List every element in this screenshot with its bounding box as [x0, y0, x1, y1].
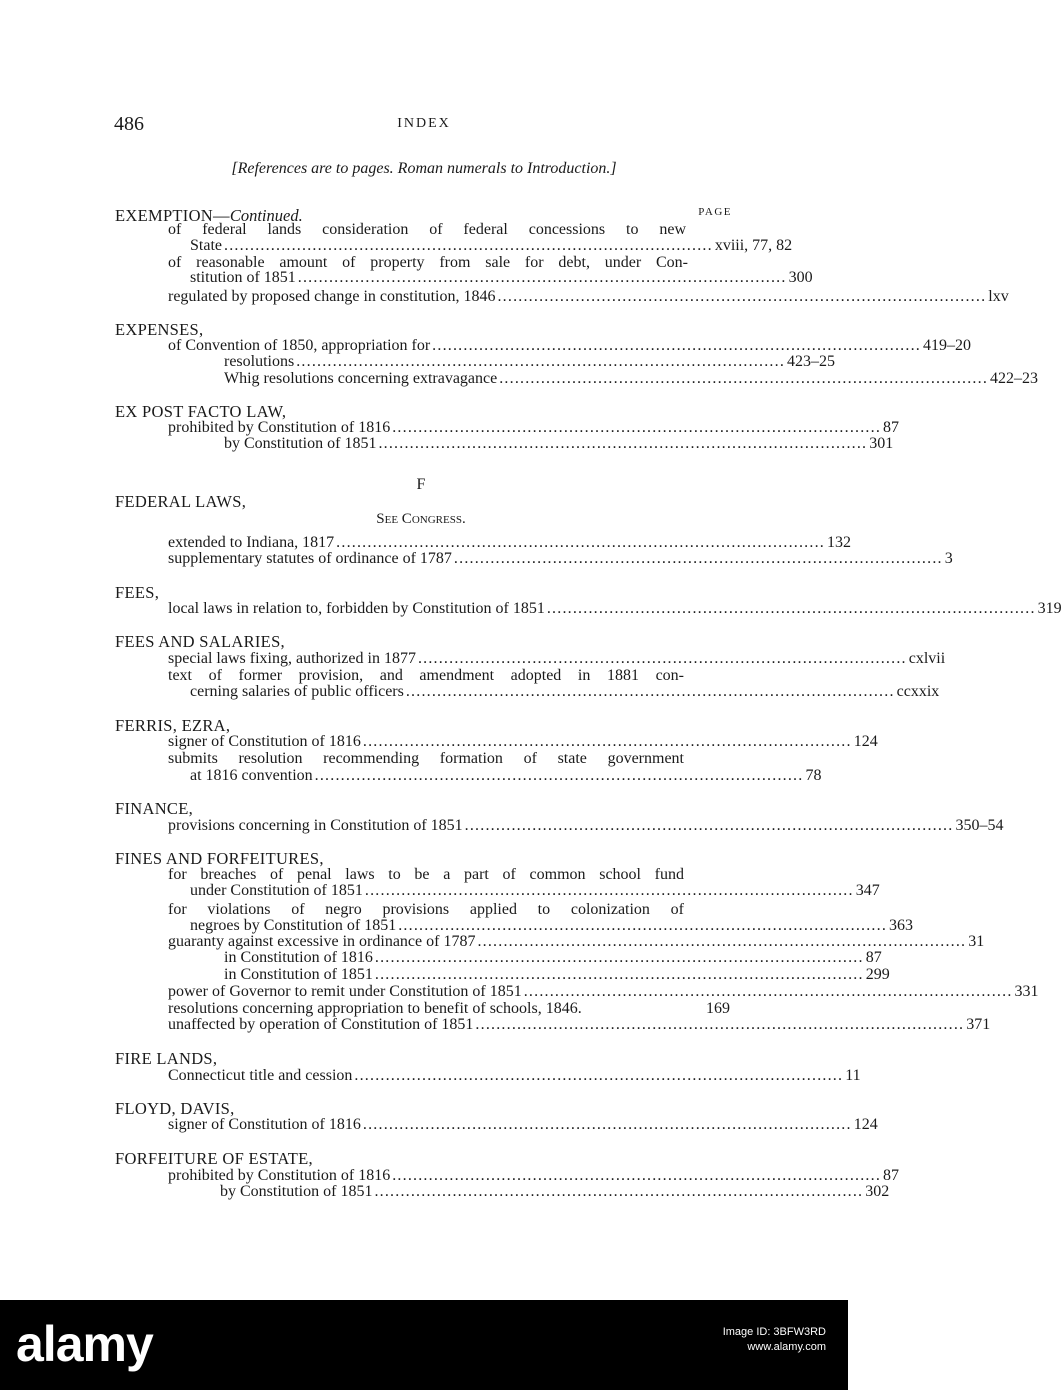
entry-line: of federal lands consideration of federal concessions to new: [168, 221, 686, 238]
references-note: [References are to pages. Roman numerals to Introduction.]: [231, 160, 617, 177]
entry-line: by Constitution of 1851 .............................................................................................. 302: [220, 1183, 890, 1200]
entry-line: special laws fixing, authorized in 1877 .............................................................................................. cxlvii: [168, 650, 946, 667]
entry-line: extended to Indiana, 1817 .............................................................................................. 132: [168, 534, 851, 551]
entry-line: resolutions .............................................................................................. 423–25: [224, 353, 836, 370]
entry-heading-finance: FINANCE,: [115, 799, 194, 818]
entry-line: cerning salaries of public officers .............................................................................................. ccxxix: [190, 683, 940, 700]
entry-line: negroes by Constitution of 1851 .............................................................................................. 363: [190, 917, 914, 934]
entry-heading-exemption: EXEMPTION—Continued.: [115, 206, 303, 225]
entry-line: provisions concerning in Constitution of 1851 .............................................................................................. 350–54: [168, 817, 1004, 834]
entry-line: prohibited by Constitution of 1816 .............................................................................................. 87: [168, 419, 900, 436]
entry-line: regulated by proposed change in constitution, 1846 .............................................................................................. lxv: [168, 288, 1009, 305]
section-letter: F: [416, 476, 426, 493]
entry-line: text of former provision, and amendment adopted in 1881 con-: [168, 667, 684, 684]
footer-info: [723, 1300, 826, 1353]
image-id: Image ID: 3BFW3RD: [722, 1326, 826, 1338]
alamy-logo: alamy: [16, 1316, 153, 1372]
entry-line: stitution of 1851 .............................................................................................. 300: [190, 269, 813, 286]
entry-line: signer of Constitution of 1816 .............................................................................................. 124: [168, 1116, 878, 1133]
entry-line: Whig resolutions concerning extravagance .............................................................................................. 422–23: [224, 370, 1039, 387]
entry-line: in Constitution of 1816 .............................................................................................. 87: [224, 949, 882, 966]
entry-line: submits resolution recommending formation of state government: [168, 750, 684, 767]
entry-heading-federal-laws: FEDERAL LAWS,: [115, 492, 247, 511]
entry-line: State .............................................................................................. xviii, 77, 82: [190, 237, 793, 254]
entry-line: Connecticut title and cession .............................................................................................. 11: [168, 1067, 861, 1084]
entry-heading-expenses: EXPENSES,: [115, 320, 204, 339]
entry-line: prohibited by Constitution of 1816 .............................................................................................. 87: [168, 1167, 900, 1184]
entry-line: under Constitution of 1851 .............................................................................................. 347: [190, 882, 880, 899]
entry-line: of Convention of 1850, appropriation for .............................................................................................. 419–20: [168, 337, 971, 354]
entry-heading-ex-post-facto: EX POST FACTO LAW,: [115, 402, 287, 421]
entry-line: by Constitution of 1851 .............................................................................................. 301: [224, 435, 894, 452]
entry-heading-fees: FEES,: [115, 583, 160, 602]
entry-line: guaranty against excessive in ordinance of 1787 .............................................................................................. 31: [168, 933, 985, 950]
entry-heading-floyd-davis: FLOYD, DAVIS,: [115, 1099, 235, 1118]
running-title: INDEX: [397, 116, 451, 131]
entry-line: power of Governor to remit under Constitution of 1851 .............................................................................................. 331: [168, 983, 1039, 1000]
entry-line: unaffected by operation of Constitution of 1851 .............................................................................................. 371: [168, 1016, 991, 1033]
stock-photo-footer: [0, 1300, 848, 1390]
site-url: www.alamy.com: [747, 1341, 826, 1353]
entry-heading-ferris-ezra: FERRIS, EZRA,: [115, 716, 231, 735]
entry-heading-fire-lands: FIRE LANDS,: [115, 1049, 218, 1068]
entry-line: for violations of negro provisions applied to colonization of: [168, 901, 684, 918]
entry-heading-forfeiture-of-estate: FORFEITURE OF ESTATE,: [115, 1149, 313, 1168]
entry-line: local laws in relation to, forbidden by Constitution of 1851 .............................................................................................. 319: [168, 600, 1062, 617]
entry-line: signer of Constitution of 1816 .............................................................................................. 124: [168, 733, 878, 750]
cross-reference: See Congress.: [376, 511, 466, 527]
entry-line: in Constitution of 1851 .............................................................................................. 299: [224, 966, 890, 983]
entry-heading-fees-and-salaries: FEES AND SALARIES,: [115, 632, 285, 651]
entry-line: at 1816 convention .............................................................................................. 78: [190, 767, 822, 784]
entry-line: for breaches of penal laws to be a part of common school fund: [168, 866, 684, 883]
entry-line: resolutions concerning appropriation to benefit of schools, 1846. 169: [168, 1000, 730, 1017]
page-column-label: PAGE: [698, 206, 732, 218]
entry-line: supplementary statutes of ordinance of 1787 .............................................................................................. 3: [168, 550, 953, 567]
page-number: 486: [114, 113, 144, 135]
entry-line: of reasonable amount of property from sale for debt, under Con-: [168, 254, 688, 271]
entry-heading-fines-and-forfeitures: FINES AND FORFEITURES,: [115, 849, 324, 868]
